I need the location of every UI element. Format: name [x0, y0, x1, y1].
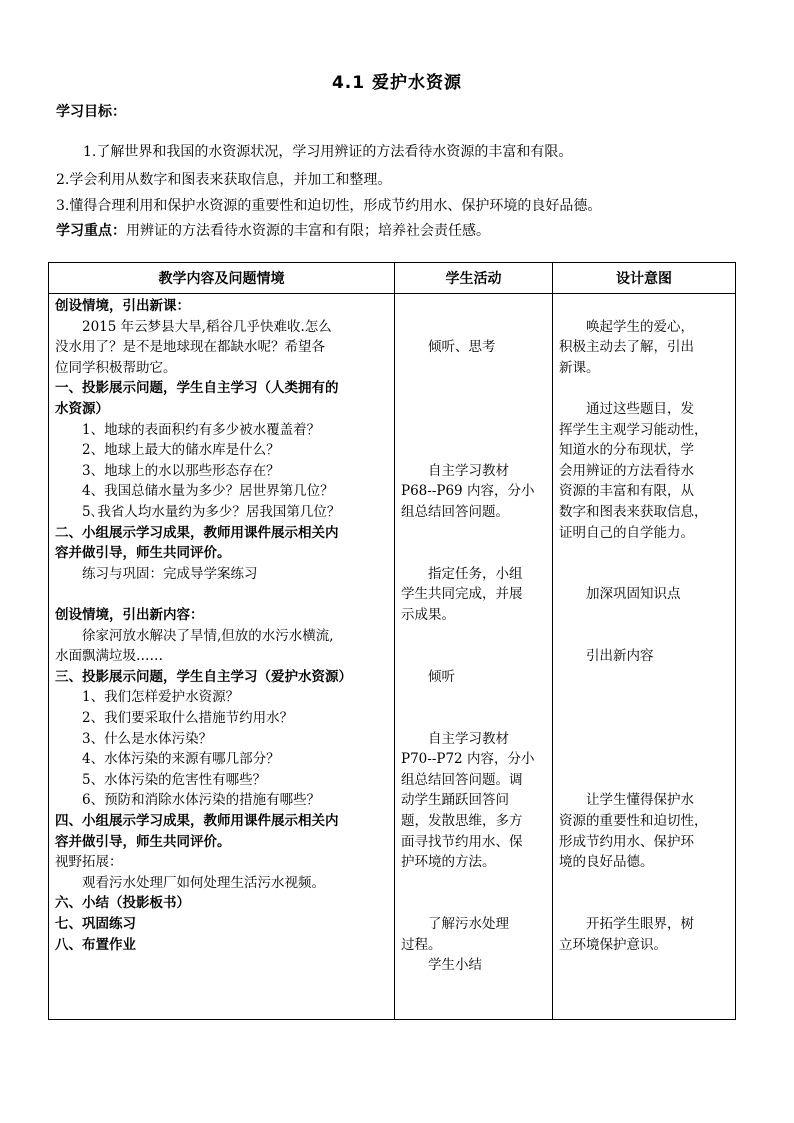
content-line: 容并做引导，师生共同评价。	[55, 545, 231, 562]
intent-line: 引出新内容	[586, 648, 654, 665]
activity-line: 自主学习教材	[428, 730, 509, 747]
content-line: 5、水体污染的危害性有哪些？	[82, 771, 267, 788]
intent-line: 资源的丰富和有限，从	[559, 483, 694, 500]
header-content: 教学内容及问题情境	[49, 263, 395, 294]
intent-cell	[553, 294, 735, 1019]
intent-line: 积极主动去了解，引出	[559, 339, 694, 356]
intent-line: 证明自己的自学能力。	[559, 524, 694, 541]
content-line: 2015 年云梦县大旱,稻谷几乎快难收.怎么	[82, 318, 332, 335]
intent-line: 会用辨证的方法看待水	[559, 462, 694, 479]
content-line: 4、水体污染的来源有哪几部分？	[82, 751, 280, 768]
intent-line: 新课。	[559, 359, 600, 376]
content-line: 三、投影展示问题，学生自主学习（爱护水资源）	[55, 668, 352, 685]
activity-line: 示成果。	[401, 607, 455, 623]
header-intent: 设计意图	[553, 263, 736, 294]
objective-1: 1.了解世界和我国的水资源状况，学习用辨证的方法看待水资源的丰富和有限。	[83, 144, 573, 160]
header-activity: 学生活动	[395, 263, 553, 294]
content-cell	[49, 294, 394, 1019]
content-line: 4、我国总储水量为多少？居世界第几位？	[82, 483, 334, 500]
content-line: 5､我省人均水量约为多少？居我国第几位？	[82, 504, 341, 520]
lesson-table	[48, 262, 736, 1020]
intent-line: 资源的重要性和迫切性，	[559, 813, 708, 829]
content-line: 徐家河放水解决了旱情,但放的水污水横流,	[82, 627, 334, 644]
content-line: 没水用了？是不是地球现在都缺水呢？希望各	[55, 339, 325, 356]
content-line: 3、什么是水体污染？	[82, 730, 213, 747]
intent-line: 挥学生主观学习能动性，	[559, 421, 708, 438]
activity-line: 组总结回答问题。调	[401, 771, 523, 788]
content-line: 六、小结（投影板书）	[55, 895, 190, 912]
activity-line: 了解污水处理	[428, 916, 509, 932]
content-line: 位同学积极帮助它。	[55, 359, 177, 376]
content-line: 2、我们要采取什么措施节约用水？	[82, 710, 294, 726]
activity-line: P70--P72 内容，分小	[401, 751, 535, 768]
content-line: 1、我们怎样爱护水资源？	[82, 689, 240, 706]
intent-line: 境的良好品德。	[559, 854, 654, 871]
intent-line: 加深巩固知识点	[586, 586, 681, 603]
content-line: 创设情境，引出新内容：	[55, 607, 204, 623]
intent-line: 数字和图表来获取信息，	[559, 504, 708, 520]
content-line: 视野拓展：	[55, 854, 123, 871]
content-line: 1、地球的表面积约有多少被水覆盖着？	[82, 421, 321, 438]
activity-line: 过程。	[401, 936, 442, 953]
activity-line: P68--P69 内容，分小	[401, 483, 535, 500]
activity-line: 学生小结	[428, 957, 482, 974]
content-line: 2、地球上最大的储水库是什么？	[82, 442, 280, 459]
content-line: 二、小组展示学习成果，教师用课件展示相关内	[55, 524, 339, 541]
intent-line: 开拓学生眼界，树	[586, 916, 694, 932]
activity-line: 护环境的方法。	[401, 854, 496, 871]
content-line: 一、投影展示问题，学生自主学习（人类拥有的	[55, 380, 339, 397]
activity-line: 倾听、思考	[428, 339, 496, 356]
activity-line: 倾听	[428, 668, 455, 685]
intent-line: 唤起学生的爱心，	[586, 318, 694, 335]
activity-line: 题，发散思维，多方	[401, 813, 523, 829]
content-line: 水资源）	[55, 401, 109, 417]
intent-line: 立环境保护意识。	[559, 936, 667, 953]
content-line: 3、地球上的水以那些形态存在？	[82, 462, 280, 479]
activity-line: 自主学习教材	[428, 462, 509, 479]
content-line: 七、巩固练习	[55, 916, 136, 932]
content-line: 6、预防和消除水体污染的措施有哪些？	[82, 792, 321, 809]
activity-line: 指定任务，小组	[428, 565, 523, 582]
content-line: 观看污水处理厂如何处理生活污水视频。	[82, 874, 325, 891]
content-line: 水面飘满垃圾……	[55, 648, 163, 665]
intent-line: 知道水的分布现状，学	[559, 442, 694, 459]
content-line: 八、布置作业	[55, 936, 136, 953]
key-points	[56, 221, 490, 241]
page-title: 4.1 爱护水资源	[331, 73, 463, 93]
intent-line: 形成节约用水、保护环	[559, 833, 694, 850]
intent-line: 让学生懂得保护水	[586, 792, 694, 809]
content-line: 练习与巩固：完成导学案练习	[82, 565, 258, 582]
content-line: 创设情境，引出新课：	[55, 298, 190, 314]
objective-3: 3.懂得合理利用和保护水资源的重要性和迫切性，形成节约用水、保护环境的良好品德。	[56, 198, 602, 214]
intent-line: 通过这些题目，发	[586, 401, 694, 417]
content-line: 容并做引导，师生共同评价。	[55, 833, 231, 850]
activity-line: 学生共同完成，并展	[401, 586, 523, 603]
objective-2: 2.学会利用从数字和图表来获取信息，并加工和整理。	[56, 172, 392, 188]
objectives-label: 学习目标：	[56, 104, 126, 120]
activity-line: 面寻找节约用水、保	[401, 833, 523, 850]
key-label: 学习重点：	[56, 223, 126, 239]
key-text: 用辨证的方法看待水资源的丰富和有限；培养社会责任感。	[126, 223, 490, 239]
activity-cell	[395, 294, 552, 1019]
activity-line: 动学生踊跃回答问	[401, 792, 509, 809]
activity-line: 组总结回答问题。	[401, 504, 509, 520]
content-line: 四、小组展示学习成果，教师用课件展示相关内	[55, 813, 339, 829]
